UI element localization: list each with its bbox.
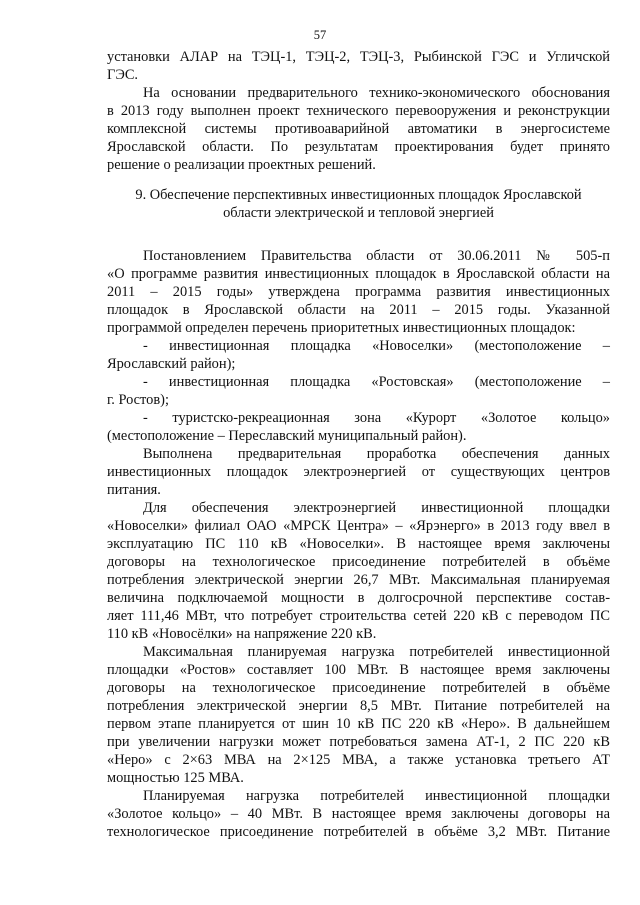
text-line: инвестиционных площадок электроэнергией от существующих центров — [107, 464, 610, 480]
text-line: потребления электрической энергии 8,5 МВт. Питание потребителей на — [107, 698, 610, 714]
text-line: Постановлением Правительства области от 30.06.2011 № 505-п — [143, 248, 610, 264]
text-line: мощностью 125 МВА. — [107, 770, 244, 786]
paragraph — [107, 499, 610, 643]
text-line: - туристско-рекреационная зона «Курорт «Золотое кольцо» — [143, 410, 610, 426]
paragraph — [107, 337, 610, 373]
paragraph — [107, 409, 610, 445]
text-line: - инвестиционная площадка «Ростовская» (местоположение – — [143, 374, 610, 390]
paragraph — [107, 84, 610, 174]
page-number: 57 — [313, 28, 327, 42]
text-line: «О программе развития инвестиционных площадок в Ярославской области на — [107, 266, 610, 282]
text-line: Планируемая нагрузка потребителей инвестиционной площадки — [143, 788, 610, 804]
text-line: - инвестиционная площадка «Новоселки» (местоположение – — [143, 338, 610, 354]
text-line: «Золотое кольцо» – 40 МВт. В настоящее время заключены договоры на — [107, 806, 610, 822]
text-line: (местоположение – Переславский муниципальный район). — [107, 428, 467, 444]
text-line: первом этапе планируется от шин 10 кВ ПС 220 кВ «Неро». В дальнейшем — [107, 716, 610, 732]
text-line: в 2013 году выполнен проект технического перевооружения и реконструкции — [107, 103, 610, 119]
text-line: питания. — [107, 482, 161, 498]
text-line: Выполнена предварительная проработка обеспечения данных — [143, 446, 610, 462]
text-line: площадок в Ярославской области на 2011 – 2015 годы. Указанной — [107, 302, 610, 318]
text-line: На основании предварительного технико-экономического обоснования — [143, 85, 610, 101]
text-line: технологическое присоединение потребителей в объёме 3,2 МВт. Питание — [107, 824, 610, 840]
text-line: Максимальная планируемая нагрузка потребителей инвестиционной — [143, 644, 610, 660]
text-line: г. Ростов); — [107, 392, 169, 408]
text-line: ГЭС. — [107, 67, 139, 83]
paragraph — [107, 445, 610, 499]
text-line: установки АЛАР на ТЭЦ-1, ТЭЦ-2, ТЭЦ-3, Рыбинской ГЭС и Угличской — [107, 49, 610, 65]
text-line: 110 кВ «Новосёлки» на напряжение 220 кВ. — [107, 626, 377, 642]
text-line: «Неро» с 2×63 МВА на 2×125 МВА, а также установка третьего АТ — [107, 752, 610, 768]
paragraph — [107, 787, 610, 841]
text-line: Ярославский район); — [107, 356, 236, 372]
section-heading — [107, 186, 610, 222]
section-gap — [107, 174, 610, 186]
text-line: программой определен перечень приоритетных инвестиционных площадок: — [107, 320, 576, 336]
paragraph — [107, 48, 610, 84]
text-line: Для обеспечения электроэнергией инвестиционной площадки — [143, 500, 610, 516]
text-line: решение о реализации проектных решений. — [107, 157, 376, 173]
section-gap — [107, 222, 610, 247]
document-body — [107, 48, 610, 841]
text-line: договоры на технологическое присоединение потребителей в объёме — [107, 680, 610, 696]
text-line: площадки «Ростов» составляет 100 МВт. В настоящее время заключены — [107, 662, 610, 678]
text-line: комплексной системы противоаварийной автоматики в энергосистеме — [107, 121, 610, 137]
text-line: «Новоселки» филиал ОАО «МРСК Центра» – «Ярэнерго» в 2013 году ввел в — [107, 518, 610, 534]
text-line: эксплуатацию ПС 110 кВ «Новоселки». В настоящее время заключены — [107, 536, 610, 552]
text-line: договоры на технологическое присоединение потребителей в объёме — [107, 554, 610, 570]
text-line: Ярославской области. По результатам проектирования будет принято — [107, 139, 610, 155]
text-line: при увеличении нагрузки может потребоваться замена АТ-1, 2 ПС 220 кВ — [107, 734, 610, 750]
paragraph — [107, 643, 610, 787]
heading-line: 9. Обеспечение перспективных инвестиционных площадок Ярославской — [135, 187, 582, 203]
text-line: потребления электрической энергии 26,7 МВт. Максимальная планируемая — [107, 572, 610, 588]
text-line: величина подключаемой мощности в долгосрочной перспективе состав- — [107, 590, 610, 606]
paragraph — [107, 373, 610, 409]
text-line: ляет 111,46 МВт, что потребует строительства сетей 220 кВ с переводом ПС — [107, 608, 610, 624]
text-line: 2011 – 2015 годы» утверждена программа развития инвестиционных — [107, 284, 610, 300]
paragraph — [107, 247, 610, 337]
heading-line: области электрической и тепловой энергией — [223, 205, 494, 221]
